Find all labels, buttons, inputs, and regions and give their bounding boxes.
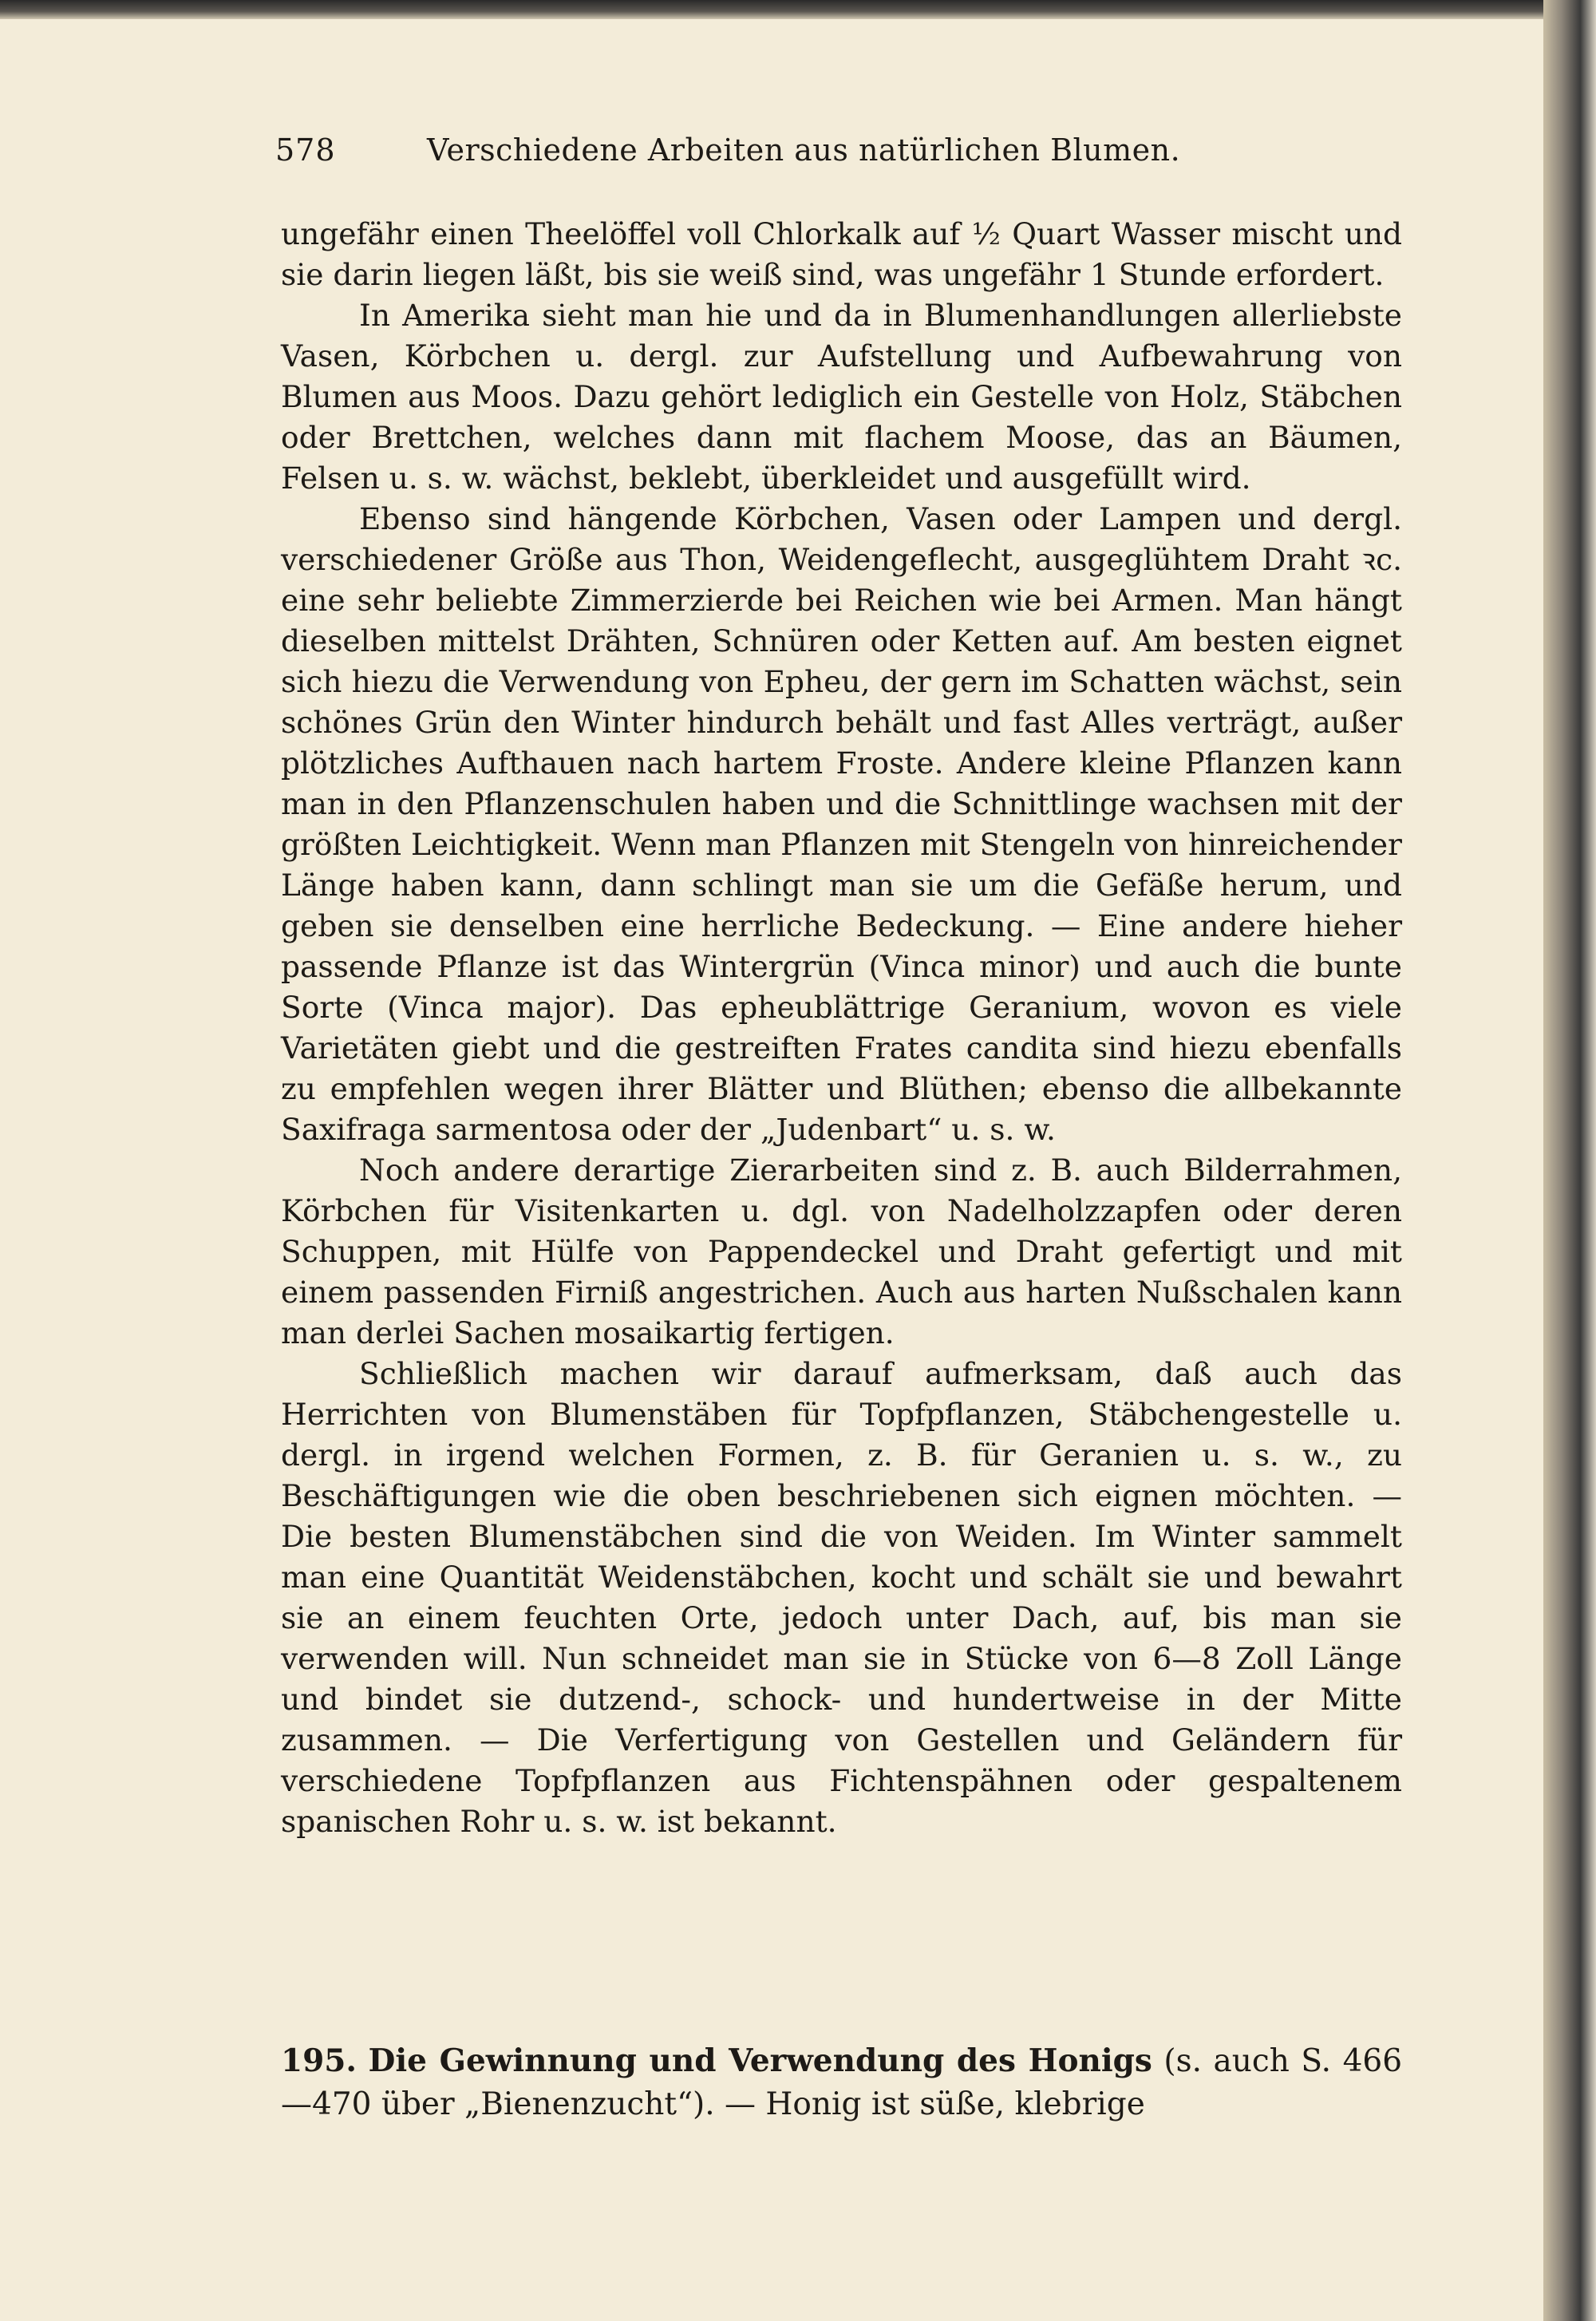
paragraph-5: Schließlich machen wir darauf aufmerksam, daß auch das Herrichten von Blumenstäben für Topfpflanzen, Stäbchengestelle u. dergl. in irgend welchen Formen, z. B. für Geranien u. s. w., zu Beschäftigungen wie die oben beschriebenen sich eignen möchten. — Die besten Blumenstäbchen sind die von Weiden. Im Winter sammelt man eine Quantität Weidenstäbchen, kocht und schält sie und bewahrt sie an einem feuchten Orte, jedoch unter Dach, auf, bis man sie verwenden will. Nun schneidet man sie in Stücke von 6—8 Zoll Länge und bindet sie dutzend-, schock- und hundertweise in der Mitte zusammen. — Die Verfertigung von Gestellen und Geländern für verschiedene Topfpflanzen aus Fichtenspähnen oder gespaltenem spanischen Rohr u. s. w. ist bekannt. [281,1356,1402,1839]
page-number: 578 [275,132,336,168]
section-195 [281,2039,1402,2126]
paragraph-2: In Amerika sieht man hie und da in Blumenhandlungen allerliebste Vasen, Körbchen u. dergl. zur Aufstellung und Aufbewahrung von Blumen aus Moos. Dazu gehört lediglich ein Gestelle von Holz, Stäbchen oder Brettchen, welches dann mit flachem Moose, das an Bäumen, Felsen u. s. w. wächst, beklebt, überkleidet und ausgefüllt wird. [281,298,1402,496]
section-text: (s. auch S. 466—470 über „Bienenzucht“). — Honig ist süße, klebrige [281,2043,1403,2122]
running-title: Verschiedene Arbeiten aus natürlichen Blumen. [427,132,1181,168]
paragraph-1: ungefähr einen Theelöffel voll Chlorkalk auf ½ Quart Wasser mischt und sie darin liegen läßt, bis sie weiß sind, was ungefähr 1 Stunde erfordert. [281,216,1402,292]
scan-right-edge [1543,0,1596,2321]
paragraph-3: Ebenso sind hängende Körbchen, Vasen oder Lampen und dergl. verschiedener Größe aus Thon, Weidengeflecht, ausgeglühtem Draht ꝛc. eine sehr beliebte Zimmerzierde bei Reichen wie bei Armen. Man hängt dieselben mittelst Drähten, Schnüren oder Ketten auf. Am besten eignet sich hiezu die Verwendung von Epheu, der gern im Schatten wächst, sein schönes Grün den Winter hindurch behält und fast Alles verträgt, außer plötzliches Aufthauen nach hartem Froste. Andere kleine Pflanzen kann man in den Pflanzenschulen haben und die Schnittlinge wachsen mit der größten Leichtigkeit. Wenn man Pflanzen mit Stengeln von hinreichender Länge haben kann, dann schlingt man sie um die Gefäße herum, und geben sie denselben eine herrliche Bedeckung. — Eine andere hieher passende Pflanze ist das Wintergrün (Vinca minor) und auch die bunte Sorte (Vinca major). Das epheublättrige Geranium, wovon es viele Varietäten giebt und die gestreiften Frates candita sind hiezu ebenfalls zu empfehlen wegen ihrer Blätter und Blüthen; ebenso die allbekannte Saxifraga sarmentosa oder der „Judenbart“ u. s. w. [281,501,1402,1147]
body-text [281,214,1402,1842]
page-header [275,132,1400,180]
section-title: Die Gewinnung und Verwendung des Honigs [368,2042,1152,2079]
scan-top-edge [0,0,1596,19]
section-number: 195. [281,2042,357,2079]
paragraph-4: Noch andere derartige Zierarbeiten sind z. B. auch Bilderrahmen, Körbchen für Visitenkarten u. dgl. von Nadelholzzapfen oder deren Schuppen, mit Hülfe von Pappendeckel und Draht gefertigt und mit einem passenden Firniß angestrichen. Auch aus harten Nußschalen kann man derlei Sachen mosaikartig fertigen. [281,1153,1402,1350]
